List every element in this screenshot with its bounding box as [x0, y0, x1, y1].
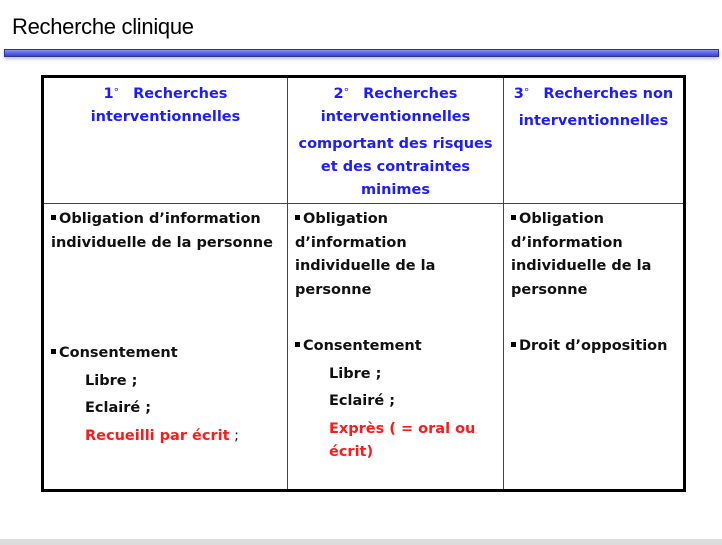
consent-sub-item: écrit): [329, 444, 374, 460]
consent-sub-item: Libre ;: [85, 372, 138, 389]
body-cell-interventional: [43, 204, 288, 491]
obligation-line: d’information: [511, 234, 623, 251]
degree-symbol: °: [523, 86, 530, 99]
square-bullet-icon: [511, 215, 516, 220]
table-header-row: [43, 77, 685, 204]
slide-title: Recherche clinique: [12, 14, 194, 39]
header-line: interventionnelles: [320, 109, 471, 125]
square-bullet-icon: [51, 215, 56, 220]
obligation-line: personne: [295, 281, 372, 298]
consent-sub-item: Eclairé ;: [85, 400, 152, 416]
header-line: et des contraintes: [320, 159, 471, 175]
body-cell-minimal-risk: [288, 204, 504, 491]
obligation-line: individuelle de la: [295, 258, 436, 274]
header-number: 1: [103, 86, 114, 102]
research-types-table: [41, 75, 686, 492]
header-cell-minimal-risk: [288, 77, 504, 204]
opposition-item: Droit d’opposition: [511, 335, 679, 359]
square-bullet-icon: [511, 342, 516, 347]
degree-symbol: °: [113, 86, 120, 99]
obligation-item: Obligation: [295, 208, 499, 232]
header-line: interventionnelles: [518, 113, 669, 129]
consent-sub-item: Exprès ( = oral ou: [329, 420, 476, 437]
obligation-line: d’information: [295, 234, 407, 251]
table-body-row: [43, 204, 685, 491]
header-cell-interventional: [43, 77, 288, 204]
obligation-item: Obligation d’information individuelle de la personne: [51, 211, 273, 251]
consent-item: Consentement: [295, 335, 499, 359]
consent-sub-item: Recueilli par écrit ;: [85, 427, 240, 444]
header-line: Recherches non: [543, 86, 674, 102]
header-line: minimes: [361, 182, 430, 198]
header-number: 2: [333, 86, 344, 102]
consent-item: Consentement: [51, 342, 283, 366]
header-line: Recherches: [363, 86, 458, 102]
square-bullet-icon: [51, 349, 56, 354]
body-cell-non-interventional: [504, 204, 685, 491]
square-bullet-icon: [295, 215, 300, 220]
square-bullet-icon: [295, 342, 300, 347]
header-line: comportant des risques: [298, 136, 493, 152]
header-line: interventionnelles: [90, 109, 241, 125]
obligation-line: individuelle de la: [511, 258, 652, 274]
header-cell-non-interventional: [504, 77, 685, 204]
title-divider-bar: [4, 49, 719, 57]
bottom-strip: [0, 539, 722, 545]
header-line: Recherches: [133, 86, 228, 102]
degree-symbol: °: [343, 86, 350, 99]
consent-sub-item: Libre ;: [329, 365, 382, 382]
header-number: 3: [513, 86, 524, 102]
consent-sub-item: Eclairé ;: [329, 393, 396, 409]
obligation-item: Obligation: [511, 208, 679, 232]
obligation-line: personne: [511, 281, 588, 298]
